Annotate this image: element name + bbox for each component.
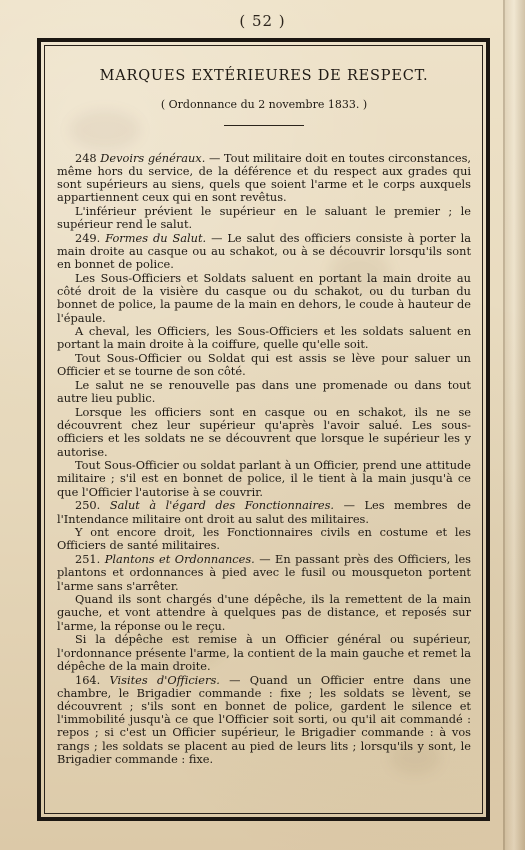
page-fold-shadow [503,0,525,850]
paragraph-number: 251. [75,552,101,567]
section-heading: Salut à l'égard des Fonctionnaires. [109,498,335,513]
section-heading: Devoirs généraux. [100,150,206,165]
title-rule [224,125,304,126]
paragraph [57,633,471,673]
article-body [57,152,471,766]
paragraph-text: Les Sous-Officiers et Soldats saluent en portant la main droite au côté droit de la visière du casque ou du schakot, ou du turban du bonnet de police, la paume de la main en dehors, le coude à hauteur de l'épaule. [57,270,471,325]
paragraph-text: Le salut ne se renouvelle pas dans une promenade ou dans tout autre lieu public. [57,378,471,406]
paragraph-number: 250. [75,498,101,513]
paragraph-text: Si la dépêche est remise à un Officier général ou supérieur, l'ordonnance présente l'arme, la contient de la main gauche et remet la dépêche de la main droite. [57,632,471,673]
paragraph [57,593,471,633]
page-fold-line [503,0,505,850]
page-number: ( 52 ) [239,12,286,30]
paragraph [57,406,471,459]
document-title: MARQUES EXTÉRIEURES DE RESPECT. [99,68,429,84]
paragraph-text: Tout Sous-Officier ou soldat parlant à un Officier, prend une attitude militaire ; s'il est en bonnet de police, il le tient à la main jusqu'à ce que l'Officier l'autorise à se couvrir. [57,458,471,499]
paragraph [57,499,471,525]
document-subtitle: ( Ordonnance du 2 novembre 1833. ) [160,98,368,112]
document-content [57,68,471,766]
paragraph [57,352,471,378]
section-heading: Visites d'Officiers. [109,672,220,687]
paragraph [57,674,471,766]
paragraph-text: — Tout militaire doit en toutes circonstances, même hors du service, de la déférence et du respect aux grades qui sont supérieurs au siens, quels que soient l'arme et le corps auxquels appartiennent ceux qui en sont revêtus. [57,150,472,205]
section-heading: Formes du Salut. [105,230,207,245]
paragraph [57,553,471,593]
paragraph-number: 164. [75,672,101,687]
paragraph-text: Y ont encore droit, les Fonctionnaires civils en costume et les Officiers de santé militaires. [57,525,471,553]
paragraph-text: — Les membres de l'Intendance militaire ont droit au salut des militaires. [57,498,472,526]
paragraph-number: 248 [75,150,97,165]
paragraph-number: 249. [75,230,101,245]
paragraph [57,325,471,351]
paragraph [57,232,471,272]
paragraph-text: Lorsque les officiers sont en casque ou en schakot, ils ne se découvrent chez leur supérieur qu'après l'avoir salué. Les sous-officiers et les soldats ne se découvrent que lorsque le supérieur les y autorise. [57,404,471,459]
paragraph [57,526,471,552]
paragraph-text: L'inférieur prévient le supérieur en le saluant le premier ; le supérieur rend le salut. [57,203,471,232]
section-heading: Plantons et Ordonnances. [104,552,255,567]
paragraph-text: A cheval, les Officiers, les Sous-Officiers et les soldats saluent en portant la main droite à la coiffure, quelle qu'elle soit. [57,324,471,352]
paragraph [57,152,471,205]
text-frame [37,38,490,821]
paragraph-text: — En passant près des Officiers, les plantons et ordonnances à pied avec le fusil ou mousqueton portent l'arme sans s'arrêter. [57,552,471,593]
paragraph [57,379,471,405]
paragraph [57,272,471,325]
paragraph-text: Quand ils sont chargés d'une dépêche, ils la remettent de la main gauche, et vont attendre à quelques pas de distance, et reposés sur l'arme, la réponse ou le reçu. [57,592,471,633]
paragraph [57,459,471,499]
paragraph-text: — Quand un Officier entre dans une chambre, le Brigadier commande : fixe ; les soldats se lèvent, se découvrent ; s'ils sont en bonnet de police, gardent le silence et l'immobilité jusqu'à ce que l'Officier soit sorti, ou qu'il ait commandé : repos ; si c'est un Officier supérieur, le Brigadier commande : à vos rangs ; les soldats se placent au pied de leurs lits ; lorsqu'ils y sont, le Brigadier commande : fixe. [57,672,471,766]
paragraph-text: — Le salut des officiers consiste à porter la main droite au casque ou au schakot, ou à se découvrir lorsqu'ils sont en bonnet de police. [57,230,471,272]
paragraph [57,205,471,231]
paragraph-text: Tout Sous-Officier ou Soldat qui est assis se lève pour saluer un Officier et se tourne de son côté. [57,351,471,379]
